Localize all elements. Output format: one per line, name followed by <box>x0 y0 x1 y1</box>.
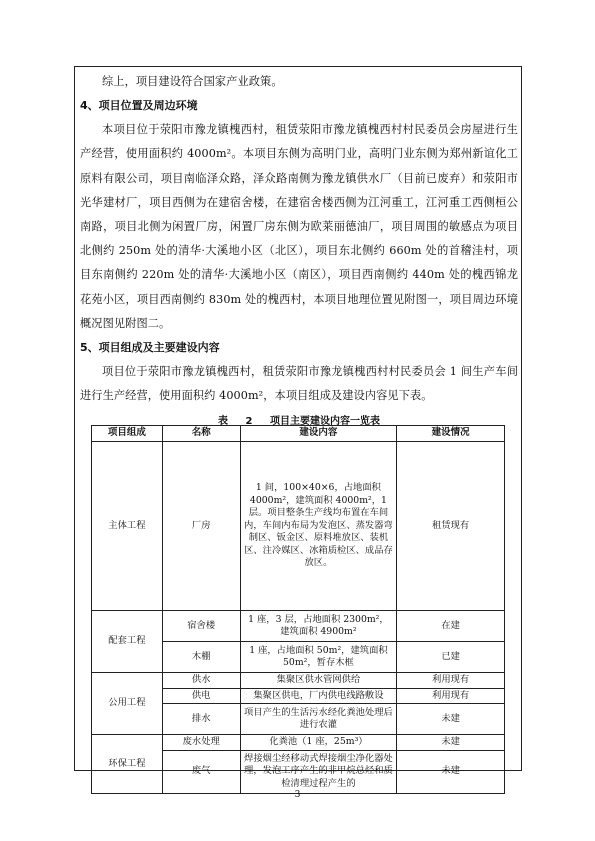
content-cell: 焊接烟尘经移动式焊接烟尘净化器处理，发泡工序产生的非甲烷总烃和质检清理过程产生的 <box>240 750 397 793</box>
section-4-heading: 4、项目位置及周边环境 <box>80 99 198 113</box>
header-cell: 建设内容 <box>240 426 397 442</box>
status-cell: 已建 <box>397 642 505 673</box>
content-cell: 项目产生的生活污水经化粪池处理后进行农灌 <box>240 704 397 735</box>
name-cell: 供电 <box>162 688 240 704</box>
document-body <box>80 70 518 431</box>
group-cell: 主体工程 <box>92 442 163 611</box>
header-cell: 项目组成 <box>92 426 163 442</box>
construction-content-table <box>91 425 505 794</box>
name-cell: 废气 <box>162 750 240 793</box>
name-cell: 供水 <box>162 673 240 689</box>
header-cell: 建设情况 <box>397 426 505 442</box>
content-cell: 1 座，占地面积 50m²，建筑面积 50m²，暂存木框 <box>240 642 397 673</box>
content-cell: 集聚区供水管网供给 <box>240 673 397 689</box>
name-cell: 宿舍楼 <box>162 611 240 642</box>
status-cell: 利用现有 <box>397 673 505 689</box>
content-cell: 化粪池（1 座，25m³） <box>240 735 397 751</box>
name-cell: 废水处理 <box>162 735 240 751</box>
table-caption: 表 2 项目主要建设内容一览表 <box>218 416 380 428</box>
name-cell: 排水 <box>162 704 240 735</box>
section-4-body: 本项目位于荥阳市豫龙镇槐西村，租赁荥阳市豫龙镇槐西村村民委员会房屋进行生产经营，使用面积约 4000m²。本项目东侧为高明门业，高明门业东侧为郑州新谊化工原料有限公司，项目南临泽众路，泽众路南侧为豫龙镇供水厂（目前已废弃）和荥阳市光华建材厂，项目西侧为在建宿舍楼，在建宿舍楼西侧为江河重工，江河重工西侧桓公南路，项目北侧为闲置厂房，闲置厂房东侧为欧莱丽德油厂，项目周围的敏感点为项目北侧约 250m 处的清华·大溪地小区（北区），项目东北侧约 660m 处的首稽洼村，项目东南侧约 220m 处的清华·大溪地小区（南区），项目西南侧约 440m 处的槐西锦龙花苑小区，项目西南侧约 830m 处的槐西村，本项目地理位置见附图一，项目周边环境概况图见附图二。 <box>80 123 518 330</box>
table-row <box>92 611 505 642</box>
group-cell: 公用工程 <box>92 673 163 735</box>
status-cell: 在建 <box>397 611 505 642</box>
name-cell: 木棚 <box>162 642 240 673</box>
name-cell: 厂房 <box>162 442 240 611</box>
status-cell: 未建 <box>397 704 505 735</box>
content-cell: 1 座，3 层，占地面积 2300m²，建筑面积 4900m² <box>240 611 397 642</box>
section-5-heading: 5、项目组成及主要建设内容 <box>80 341 220 355</box>
status-cell: 租赁现有 <box>397 442 505 611</box>
table-row <box>92 442 505 611</box>
content-cell: 集聚区供电，厂内供电线路敷设 <box>240 688 397 704</box>
group-cell: 环保工程 <box>92 735 163 794</box>
status-cell: 未建 <box>397 735 505 751</box>
group-cell: 配套工程 <box>92 611 163 673</box>
content-cell: 1 间，100×40×6，占地面积 4000m²，建筑面积 4000m²，1 层。项目整条生产线均布置在车间内，车间内布局为发泡区、蒸发器弯制区、钣金区、原料堆放区、装机区、注冷媒区、冰箱质检区、成品存放区。 <box>240 442 397 611</box>
status-cell: 利用现有 <box>397 688 505 704</box>
page-number: 3 <box>294 790 301 800</box>
header-cell: 名称 <box>162 426 240 442</box>
table-row <box>92 673 505 689</box>
table-row <box>92 735 505 751</box>
intro-paragraph: 综上，项目建设符合国家产业政策。 <box>102 75 283 88</box>
status-cell: 未建 <box>397 750 505 793</box>
table-header-row <box>92 426 505 442</box>
section-5-body: 项目位于荥阳市豫龙镇槐西村，租赁荥阳市豫龙镇槐西村村民委员会 1 间生产车间进行生产经营，使用面积约 4000m²，本项目组成及建设内容见下表。 <box>80 365 518 403</box>
